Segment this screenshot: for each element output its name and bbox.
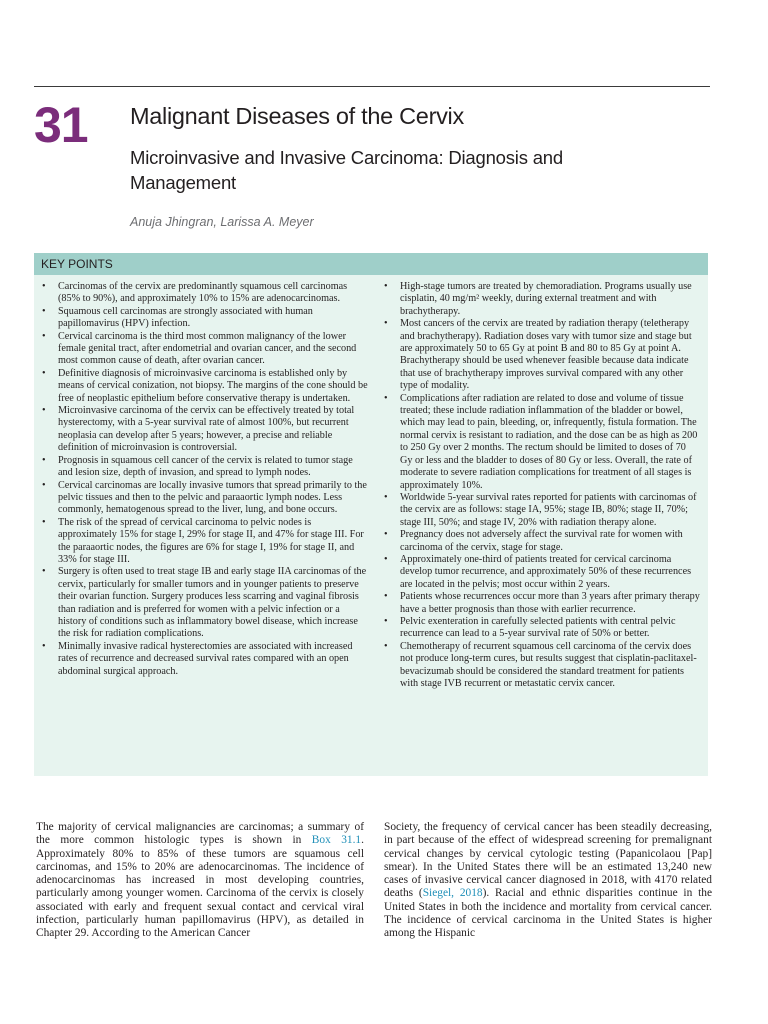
bullet-icon: • — [384, 529, 388, 541]
key-points-heading: KEY POINTS — [34, 253, 708, 275]
key-point-text: Microinvasive carcinoma of the cervix can be effectively treated by total hysterectomy, with a 5-year survival rate of almost 100%, but recurrent neoplasia can develop after 5 years; however, a precise and reliable definition of microinvasion is controversial. — [58, 405, 355, 454]
bullet-icon: • — [384, 640, 388, 652]
key-point-text: Prognosis in squamous cell cancer of the cervix is related to tumor stage and lesion size, depth of invasion, and spread to lymph nodes. — [58, 454, 353, 479]
key-point-item — [42, 368, 368, 405]
bullet-icon: • — [384, 591, 388, 603]
body-text: The majority of cervical malignancies are carcinomas; a summary of the more common histologic types is shown in — [36, 821, 364, 847]
key-point-item — [384, 554, 700, 591]
chapter-number: 31 — [34, 97, 88, 153]
bullet-icon: • — [384, 615, 388, 627]
bullet-icon: • — [384, 281, 388, 292]
key-points-left-column — [42, 281, 368, 678]
key-points-box — [34, 253, 708, 776]
key-point-item — [384, 641, 700, 691]
key-point-text: Definitive diagnosis of microinvasive carcinoma is established only by means of cervical conization, not biopsy. The margins of the cone should be free of neoplastic epithelium before conservative therapy is undertaken. — [58, 367, 368, 404]
box-31-1-link[interactable]: Box 31.1 — [311, 834, 362, 847]
bullet-icon: • — [42, 454, 46, 466]
key-points-right-column — [384, 281, 700, 690]
key-point-text: Chemotherapy of recurrent squamous cell carcinoma of the cervix does not produce long-term cures, but results suggest that cisplatin-paclitaxel-bevacizumab should be considered the standard treatment for patients with stage IVB recurrent or metastatic cervix cancer. — [400, 640, 697, 689]
key-point-item — [42, 281, 368, 306]
key-point-text: Pelvic exenteration in carefully selected patients with central pelvic recurrence can lead to a 5-year survival rate of 50% or better. — [400, 615, 676, 640]
key-point-text: Worldwide 5-year survival rates reported for patients with carcinomas of the cervix are as follows: stage IA, 95%; stage IB, 80%; stage II, 70%; stage III, 50%; and stage IV, 20% with radiation therapy alone. — [400, 491, 697, 528]
bullet-icon: • — [42, 640, 46, 652]
key-point-item — [384, 393, 700, 492]
bullet-icon: • — [42, 330, 46, 342]
key-point-text: Cervical carcinoma is the third most common malignancy of the lower female genital tract, after endometrial and ovarian cancer, and the second most common cause of death, after ovarian cancer. — [58, 330, 357, 367]
bullet-icon: • — [42, 566, 46, 578]
bullet-icon: • — [42, 367, 46, 379]
key-point-text: Minimally invasive radical hysterectomies are associated with increased rates of recurrence and decreased survival rates compared with an open abdominal surgical approach. — [58, 640, 353, 677]
body-text-left-column — [36, 821, 364, 941]
key-point-text: Approximately one-third of patients treated for cervical carcinoma develop tumor recurrence, and approximately 50% of these recurrences are located in the pelvis; most occur within 2 years. — [400, 553, 692, 590]
bullet-icon: • — [42, 479, 46, 491]
key-point-text: Patients whose recurrences occur more than 3 years after primary therapy have a better prognosis than those with earlier recurrence. — [400, 591, 700, 615]
key-point-item — [384, 318, 700, 392]
key-point-item — [42, 405, 368, 455]
chapter-authors: Anuja Jhingran, Larissa A. Meyer — [130, 215, 314, 229]
chapter-title: Malignant Diseases of the Cervix — [130, 103, 464, 129]
key-point-item — [384, 616, 700, 641]
key-point-item — [42, 641, 368, 678]
bullet-icon: • — [384, 553, 388, 565]
key-point-item — [384, 281, 700, 318]
key-point-text: Carcinomas of the cervix are predominantly squamous cell carcinomas (85% to 90%), and approximately 10% to 15% are adenocarcinomas. — [58, 281, 348, 305]
body-text: ). Racial and ethnic disparities continue in the United States in both the incidence and mortality from cervical cancer. The incidence of cervical carcinoma in the United States is higher among the Hispanic — [384, 887, 713, 940]
body-text-right-column — [384, 821, 712, 941]
key-point-text: High-stage tumors are treated by chemoradiation. Programs usually use cisplatin, 40 mg/m² weekly, during external treatment and with brachytherapy. — [400, 281, 692, 317]
bullet-icon: • — [42, 281, 46, 292]
key-point-item — [42, 517, 368, 567]
key-point-text: Pregnancy does not adversely affect the survival rate for women with carcinoma of the cervix, stage for stage. — [400, 529, 683, 553]
chapter-subtitle: Microinvasive and Invasive Carcinoma: Diagnosis and Management — [130, 147, 563, 193]
bullet-icon: • — [42, 516, 46, 528]
key-point-item — [42, 480, 368, 517]
key-point-text: Surgery is often used to treat stage IB and early stage IIA carcinomas of the cervix, particularly for smaller tumors and in younger patients to preserve their ovarian function. Surgery produces less scarring and vaginal fibrosis than radiation and is preferred for women with a pelvic infection or a history of conditions such as inflammatory bowel disease, which increase the risk for radiation complications. — [58, 566, 367, 640]
key-point-item — [42, 566, 368, 640]
bullet-icon: • — [42, 305, 46, 317]
key-point-text: Cervical carcinomas are locally invasive tumors that spread primarily to the pelvic tissues and then to the pelvic and paraaortic lymph nodes. Less commonly, hematogenous spread to the liver, lung, and bone occurs. — [58, 479, 367, 516]
body-text: Society, the frequency of cervical cancer has been steadily decreasing, in part because of the effect of widespread screening for premalignant cervical changes by cervical cytologic testing (Papanicolaou [Pap] smear). In the United States there will be an estimated 13,240 new cases of invasive cervical cancer diagnosed in 2018, with 4170 related deaths ( — [384, 821, 712, 900]
key-point-item — [42, 455, 368, 480]
bullet-icon: • — [384, 491, 388, 503]
bullet-icon: • — [384, 392, 388, 404]
top-rule — [34, 86, 710, 87]
key-point-text: Most cancers of the cervix are treated by radiation therapy (teletherapy and brachytherapy). Radiation doses vary with tumor size and stage but are approximately 50 to 65 Gy at point B and 80 to 85 Gy at point A. Brachytherapy should be used whenever feasible because data indicate that use of brachytherapy improves survival compared with any other type of modality. — [400, 318, 692, 392]
key-point-text: Squamous cell carcinomas are strongly associated with human papillomavirus (HPV) infection. — [58, 305, 313, 330]
key-point-text: Complications after radiation are related to dose and volume of tissue treated; these include radiation inflammation of the bladder or bowel, which may lead to pain, bleeding, or, infrequently, fistula formation. The normal cervix is resistant to radiation, and the dose can be as high as 200 to 250 Gy over 2 months. The rectum should be limited to doses of 70 Gy or less and the bladder to doses of 80 Gy or less. Overall, the rate of moderate to severe radiation complications for treatment of all stages is approximately 10%. — [400, 392, 698, 491]
siegel-2018-citation-link[interactable]: Siegel, 2018 — [422, 887, 483, 900]
key-point-item — [384, 492, 700, 529]
key-point-item — [384, 591, 700, 616]
key-point-item — [42, 331, 368, 368]
key-point-item — [384, 529, 700, 554]
key-point-item — [42, 306, 368, 331]
bullet-icon: • — [384, 318, 388, 330]
bullet-icon: • — [42, 405, 46, 417]
key-point-text: The risk of the spread of cervical carcinoma to pelvic nodes is approximately 15% for stage I, 29% for stage II, and 47% for stage III. For the paraaortic nodes, the figures are 6% for stage I, 19% for stage II, and 33% for stage III. — [58, 516, 364, 565]
body-text: . Approximately 80% to 85% of these tumors are squamous cell carcinomas, and 15% to 20% are adenocarcinomas. The incidence of adenocarcinomas has increased in most developing countries, particularly among younger women. Carcinoma of the cervix is closely associated with early and frequent sexual contact and cervical viral infection, particularly human papillomavirus (HPV), as detailed in Chapter 29. According to the American Cancer — [36, 834, 364, 940]
